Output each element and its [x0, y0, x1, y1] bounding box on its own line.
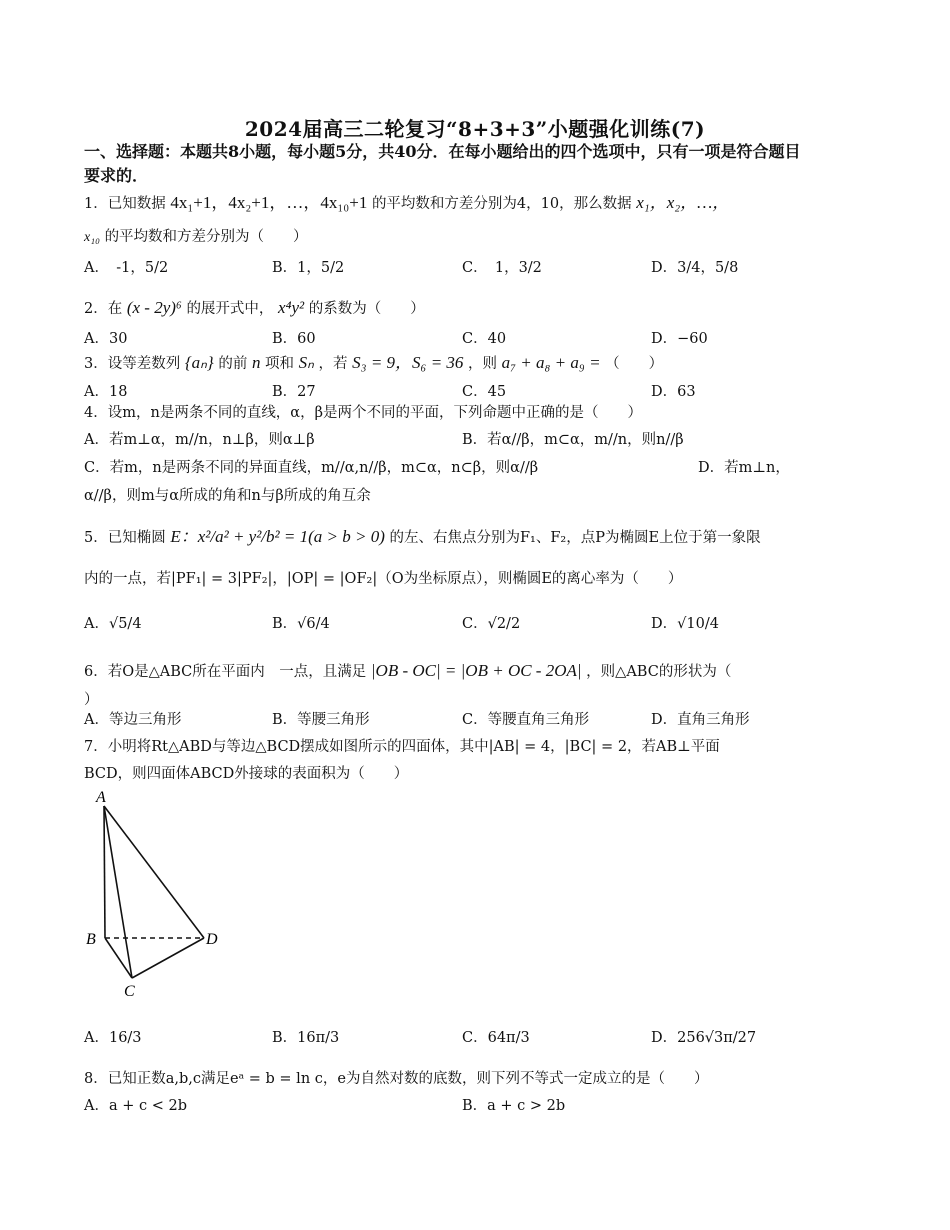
q3-text-a: 3．设等差数列: [84, 356, 181, 372]
vertex-label-c: C: [124, 983, 135, 1000]
section-heading: 一、选择题：本题共8小题，每小题5分，共40分．在每小题给出的四个选项中，只有一项是符合题目要求的．: [84, 142, 801, 185]
q1-option-a: A． -1，5/2: [84, 260, 169, 276]
q5-option-a: A．√5/4: [84, 616, 142, 632]
q3-option-b: B．27: [272, 384, 316, 400]
q2-text-a: 2．在: [84, 301, 123, 317]
q1-x10: x₁₀: [84, 230, 100, 245]
q3-sn: Sₙ: [298, 353, 314, 372]
vertex-label-a: A: [96, 789, 106, 806]
q3-option-c: C．45: [462, 384, 507, 400]
q4-option-b: B．若α//β，m⊂α，m//n，则n//β: [462, 432, 684, 448]
q5-ellipse-eq: E：x²/a² + y²/b² = 1(a > b > 0): [170, 527, 385, 546]
q6-option-a: A．等边三角形: [84, 712, 182, 728]
q6-close-paren: ）: [84, 692, 99, 708]
q5-option-c: C．√2/2: [462, 616, 521, 632]
q3-sequence: {aₙ}: [184, 353, 214, 372]
q7-option-a: A．16/3: [84, 1030, 142, 1046]
q1-text-a: 1．已知数据: [84, 196, 166, 212]
q2-option-c: C．40: [462, 331, 507, 347]
q3-text-g: ，若: [318, 356, 348, 372]
q1-option-c: C． 1，3/2: [462, 260, 542, 276]
q8-option-b: B．a + c > 2b: [462, 1098, 566, 1114]
q5-text-c: 的左、右焦点分别为F₁、F₂，点P为椭圆E上位于第一象限: [389, 530, 761, 546]
q2-text-c: 的展开式中，: [186, 301, 274, 317]
question-5-line-2: 内的一点，若|PF₁| = 3|PF₂|，|OP| = |OF₂|（O为坐标原点），则椭圆E的离心率为（ ）: [84, 571, 683, 587]
q6-text-a: 6．若O是△ABC所在平面内 一点，且满足: [84, 664, 367, 680]
q7-option-d: D．256√3π/27: [651, 1030, 757, 1046]
q3-option-a: A．18: [84, 384, 128, 400]
q1-data-expr: 4x₁+1，4x₂+1，…，4x₁₀+1: [170, 193, 368, 212]
q2-option-a: A．30: [84, 331, 128, 347]
q3-target: a₇ + a₈ + a₉ =: [501, 353, 601, 372]
q2-binomial: (x - 2y)⁶: [126, 298, 182, 317]
q3-conditions: S₃ = 9，S₆ = 36: [352, 353, 464, 372]
q6-vector-eq: |OB - OC| = |OB + OC - 2OA|: [370, 661, 582, 680]
edge-cd: [132, 938, 204, 978]
question-1-line-1: [84, 188, 729, 213]
vertex-label-d: D: [206, 931, 218, 948]
q4-option-d-part-2: α//β，则m与α所成的角和n与β所成的角互余: [84, 488, 371, 504]
vertex-label-b: B: [86, 931, 96, 948]
question-5-line-1: [84, 522, 761, 547]
q2-option-b: B．60: [272, 331, 316, 347]
q1-option-d: D．3/4，5/8: [651, 260, 739, 276]
q1-vars: x₁，x₂，…，: [636, 193, 730, 212]
question-2-stem: [84, 297, 425, 318]
q1-text-c: 的平均数和方差分别为4，10，那么数据: [371, 196, 632, 212]
q6-option-b: B．等腰三角形: [272, 712, 370, 728]
q3-option-d: D．63: [651, 384, 696, 400]
q3-text-k: （ ）: [605, 356, 664, 372]
q3-text-i: ，则: [468, 356, 498, 372]
q7-option-b: B．16π/3: [272, 1030, 340, 1046]
edge-ad: [104, 806, 204, 938]
q3-n: n: [251, 353, 261, 372]
edge-ac: [104, 806, 132, 978]
question-1-line-2: [84, 225, 308, 246]
q1-text-f: 的平均数和方差分别为（ ）: [104, 229, 308, 245]
question-7-line-2: BCD，则四面体ABCD外接球的表面积为（ ）: [84, 766, 409, 782]
q5-text-a: 5．已知椭圆: [84, 530, 166, 546]
q7-option-c: C．64π/3: [462, 1030, 530, 1046]
q2-term: x⁴y²: [278, 298, 305, 317]
question-6-stem: [84, 660, 731, 681]
question-3-stem: [84, 348, 663, 373]
q5-option-b: B．√6/4: [272, 616, 330, 632]
q3-text-c: 的前: [218, 356, 248, 372]
q4-option-c: C．若m，n是两条不同的异面直线，m//α,n//β，m⊂α，n⊂β，则α//β: [84, 460, 539, 476]
tetrahedron-figure: [84, 786, 234, 1001]
q3-text-e: 项和: [265, 356, 295, 372]
q6-option-c: C．等腰直角三角形: [462, 712, 590, 728]
question-8-stem: 8．已知正数a,b,c满足eᵃ = b = ln c，e为自然对数的底数，则下列不等式一定成立的是（ ）: [84, 1071, 709, 1087]
q4-option-d-part-1: D．若m⊥n，: [698, 460, 790, 476]
q6-option-d: D．直角三角形: [651, 712, 750, 728]
q2-text-e: 的系数为（ ）: [308, 301, 425, 317]
page-title: 2024届高三二轮复习“8+3+3”小题强化训练(7): [244, 117, 706, 141]
question-7-line-1: 7．小明将Rt△ABD与等边△BCD摆成如图所示的四面体，其中|AB| = 4，|BC| = 2，若AB⊥平面: [84, 739, 720, 755]
q8-option-a: A．a + c < 2b: [84, 1098, 187, 1114]
edge-ab: [104, 806, 105, 938]
q6-text-c: ，则△ABC的形状为（: [586, 664, 732, 680]
question-4-stem: 4．设m，n是两条不同的直线，α，β是两个不同的平面，下列命题中正确的是（ ）: [84, 405, 642, 421]
q5-option-d: D．√10/4: [651, 616, 719, 632]
q1-option-b: B．1，5/2: [272, 260, 345, 276]
q4-option-a: A．若m⊥α，m//n，n⊥β，则α⊥β: [84, 432, 315, 448]
q2-option-d: D．−60: [651, 331, 708, 347]
